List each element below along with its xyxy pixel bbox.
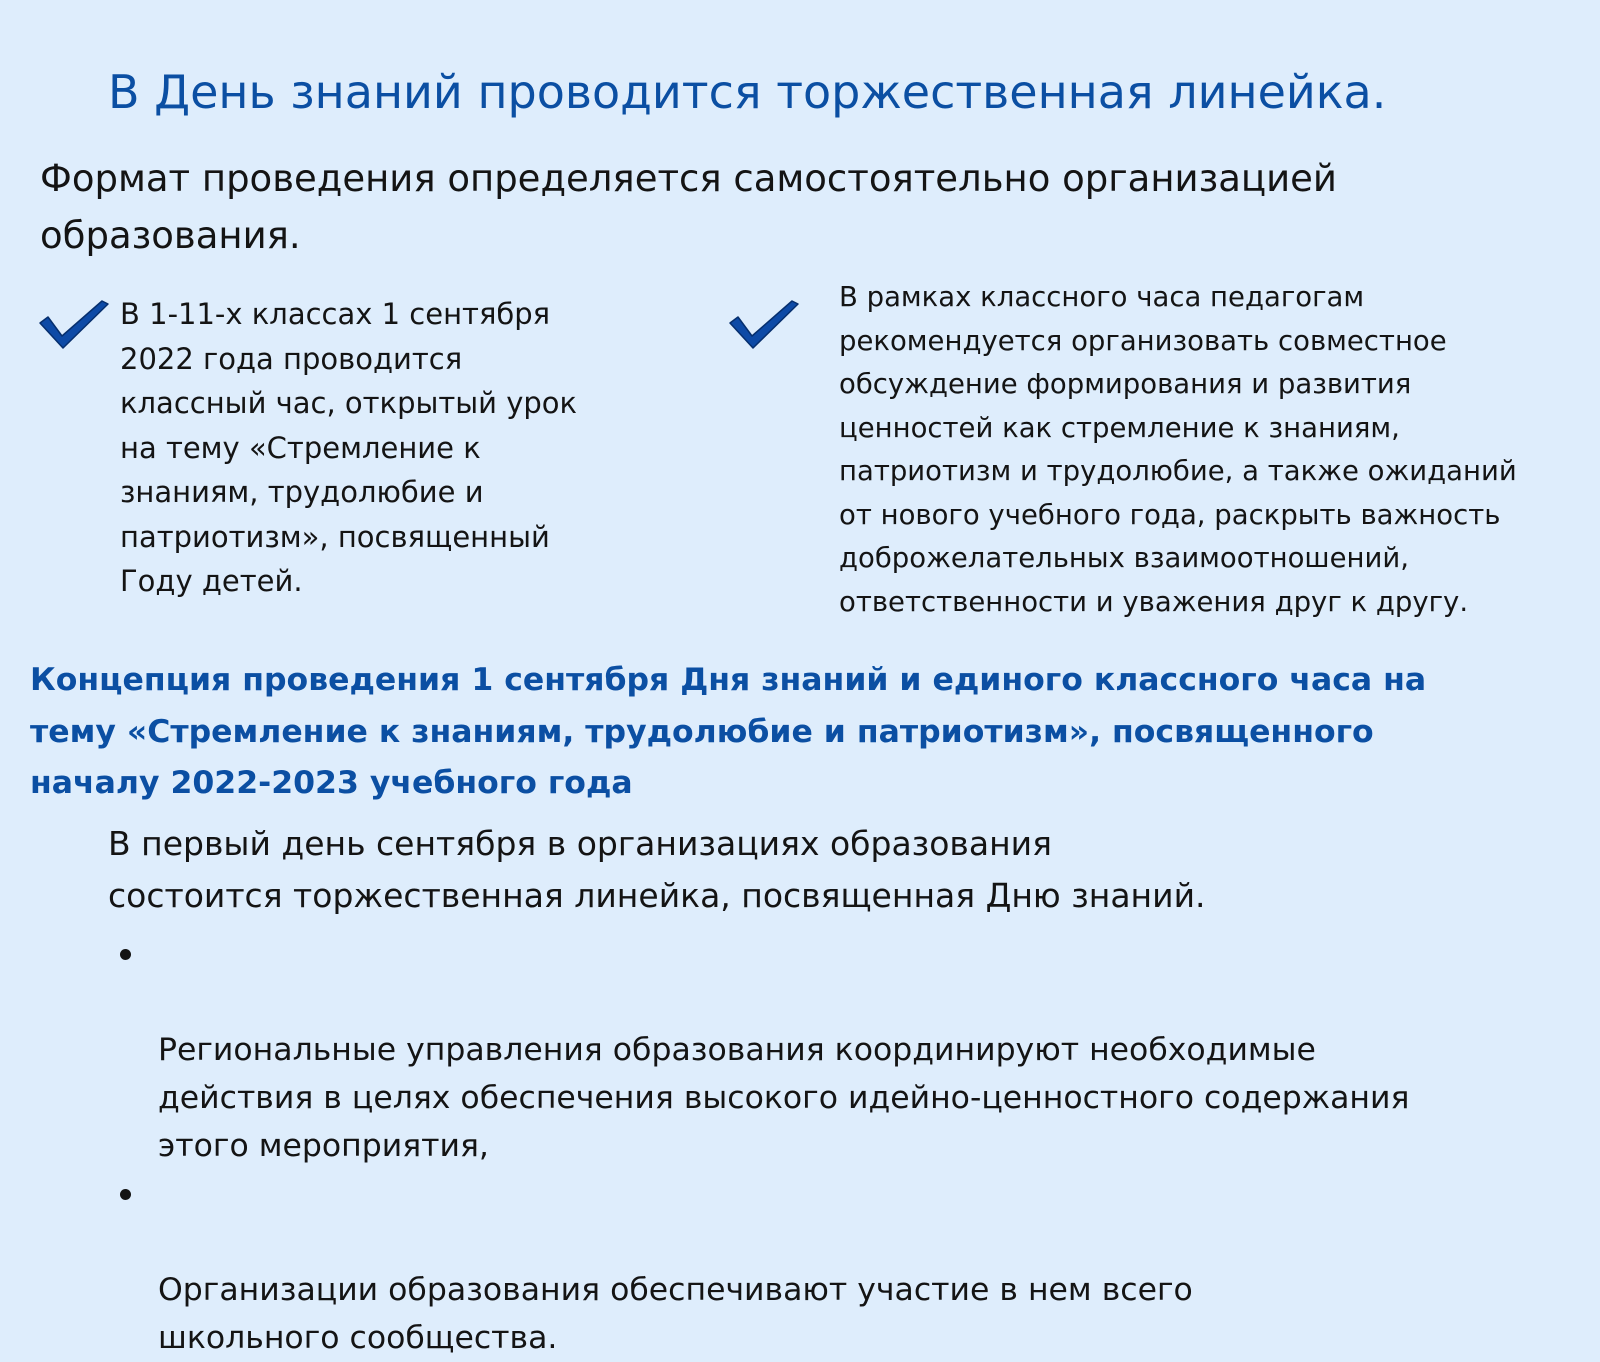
page-title: В День знаний проводится торжественная линейка.: [108, 65, 1387, 119]
checkmark-icon: [728, 296, 800, 350]
bullet-list: [108, 930, 1558, 1362]
info-column-left-text: В 1-11-х классах 1 сентября 2022 года проводится классный час, открытый урок на тему «Стремление к знаниям, трудолюбие и патриотизм», посвященный Году детей.: [120, 297, 578, 598]
checkmark-icon: [38, 296, 110, 350]
concept-heading: Концепция проведения 1 сентября Дня знаний и единого классного часа на тему «Стремление к знаниям, трудолюбие и патриотизм», посвященного началу 2022-2023 учебного года: [30, 662, 1427, 801]
list-item: [108, 930, 1558, 1170]
bullet-icon: [120, 949, 131, 960]
intro-paragraph: Формат проведения определяется самостоятельно организацией образования.: [40, 157, 1337, 257]
first-day-paragraph: В первый день сентября в организациях образования состоится торжественная линейка, посвященная Дню знаний.: [108, 824, 1206, 915]
list-item-text: Организации образования обеспечивают участие в нем всего школьного сообщества.: [158, 1272, 1193, 1356]
info-column-right-text: В рамках классного часа педагогам рекомендуется организовать совместное обсуждение формирования и развития ценностей как стремление к знаниям, патриотизм и трудолюбие, а также ожиданий от нового учебного года, раскрыть важность доброжелательных взаимоотношений, ответственности и уважения друг к другу.: [839, 281, 1517, 618]
list-item: [108, 1170, 1558, 1362]
list-item-text: Региональные управления образования координируют необходимые действия в целях обеспечения высокого идейно-ценностного содержания этого мероприятия,: [158, 1032, 1410, 1164]
bullet-icon: [120, 1189, 131, 1200]
